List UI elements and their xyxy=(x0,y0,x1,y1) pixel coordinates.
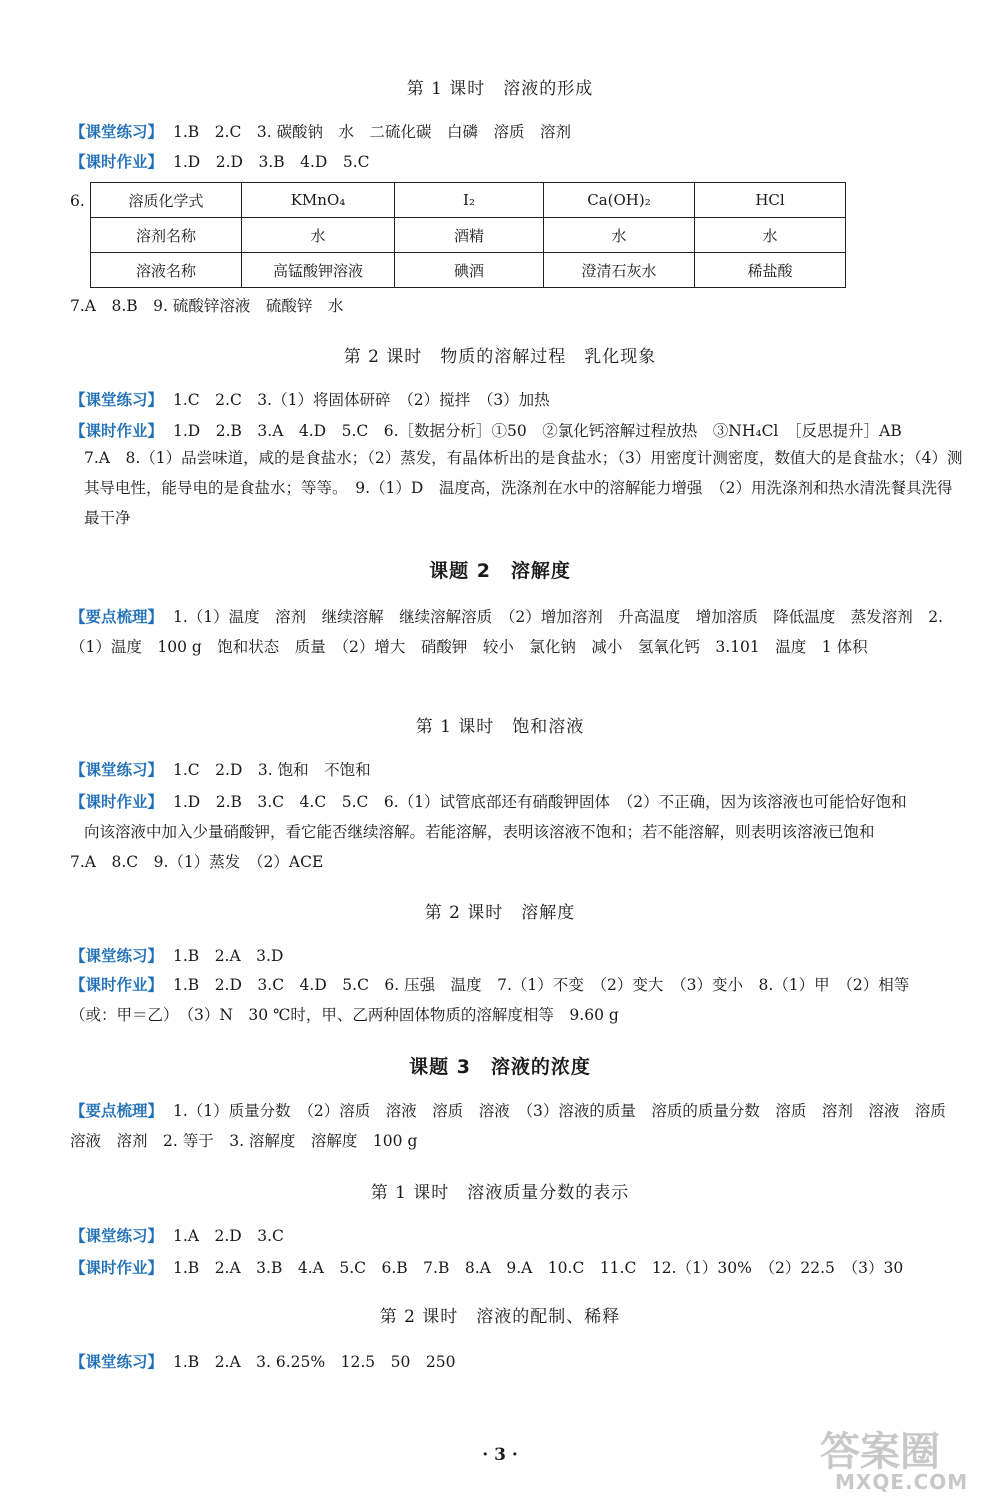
answer-text: 1.D 2.B 3.C 4.C 5.C 6.（1）试管底部还有硝酸钾固体 （2）不正确，因为该溶液也可能恰好饱和 xyxy=(173,793,907,811)
answer-text: 1.B 2.D 3.C 4.D 5.C 6. 压强 温度 7.（1）不变 （2）变大 （3）变小 8.（1）甲 （2）相等（或：甲＝乙） （3）N 30 ℃时，甲、乙两种固体物质的溶解度相等 9.60 g xyxy=(70,976,910,1024)
answer-line xyxy=(70,1350,455,1372)
table-row xyxy=(91,253,846,288)
section-tag: 【课时作业】 xyxy=(70,153,164,171)
question-number: 6. xyxy=(70,192,85,210)
table-cell: 水 xyxy=(695,218,846,253)
lesson-title: 第 1 课时 饱和溶液 xyxy=(415,717,585,737)
table-cell: 稀盐酸 xyxy=(695,253,846,288)
answer-text: 1.B 2.A 3.B 4.A 5.C 6.B 7.B 8.A 9.A 10.C 11.C 12.（1）30% （2）22.5 （3）30 xyxy=(173,1259,904,1277)
table-cell: I₂ xyxy=(395,183,544,218)
table-cell: 碘酒 xyxy=(395,253,544,288)
answer-line xyxy=(70,944,283,966)
answer-line: 向该溶液中加入少量硝酸钾，看它能否继续溶解。若能溶解，表明该溶液不饱和；若不能溶解，则表明该溶液已饱和 xyxy=(84,823,875,841)
watermark-logo: 答案圈 xyxy=(820,1429,940,1475)
answer-line xyxy=(70,150,370,172)
table-cell: 水 xyxy=(242,218,395,253)
section-tag: 【课时作业】 xyxy=(70,1259,164,1277)
section-tag: 【课堂练习】 xyxy=(70,391,164,409)
answer-text: 1.C 2.D 3. 饱和 不饱和 xyxy=(173,761,371,779)
answer-line xyxy=(70,1224,284,1246)
answer-line: 7.A 8.B 9. 硫酸锌溶液 硫酸锌 水 xyxy=(70,297,344,315)
section-tag: 【课时作业】 xyxy=(70,976,164,994)
table-cell: 水 xyxy=(544,218,695,253)
lesson-title: 第 1 课时 溶液质量分数的表示 xyxy=(370,1183,630,1203)
answer-paragraph xyxy=(70,970,950,1030)
lesson-title: 第 2 课时 溶解度 xyxy=(424,903,576,923)
section-tag: 【要点梳理】 xyxy=(70,608,164,626)
topic-title: 课题 2 溶解度 xyxy=(429,560,571,582)
section-tag: 【课堂练习】 xyxy=(70,761,164,779)
table-cell: 酒精 xyxy=(395,218,544,253)
table-row xyxy=(91,183,846,218)
table-cell: 溶质化学式 xyxy=(91,183,242,218)
table-cell: 澄清石灰水 xyxy=(544,253,695,288)
answer-line xyxy=(70,1256,903,1278)
table-row xyxy=(91,218,846,253)
page-number: · 3 · xyxy=(482,1445,518,1465)
answer-text: 1.D 2.B 3.A 4.D 5.C 6.［数据分析］①50 ②氯化钙溶解过程放热 ③NH₄Cl ［反思提升］AB xyxy=(173,422,902,440)
section-tag: 【课时作业】 xyxy=(70,793,164,811)
answer-text: 1.B 2.A 3.D xyxy=(173,947,284,965)
answer-text: 1.B 2.C 3. 碳酸钠 水 二硫化碳 白磷 溶质 溶剂 xyxy=(173,123,572,141)
table-cell: 溶液名称 xyxy=(91,253,242,288)
answer-text: 1.（1）温度 溶剂 继续溶解 继续溶解溶质 （2）增加溶剂 升高温度 增加溶质 降低温度 蒸发溶剂 2.（1）温度 100 g 饱和状态 质量 （2）增大 硝酸钾 较小 氯化钠 减小 氢氧化钙 3.101 温度 1 体积 xyxy=(70,608,944,656)
lesson-title: 第 2 课时 物质的溶解过程 乳化现象 xyxy=(343,347,657,367)
answer-line xyxy=(70,419,902,441)
section-tag: 【课堂练习】 xyxy=(70,1227,164,1245)
answer-line xyxy=(70,388,550,410)
key-points xyxy=(70,602,950,662)
answer-line xyxy=(70,758,371,780)
answer-paragraph: 7.A 8.（1）品尝味道，咸的是食盐水；（2）蒸发，有晶体析出的是食盐水；（3）用密度计测密度，数值大的是食盐水；（4）测其导电性，能导电的是食盐水；等等。 9.（1）D 温度高，洗涤剂在水中的溶解能力增强 （2）用洗涤剂和热水清洗餐具洗得最干净 xyxy=(84,449,963,527)
key-points xyxy=(70,1096,962,1156)
answer-text: 1.B 2.A 3. 6.25% 12.5 50 250 xyxy=(173,1353,456,1371)
answer-line: 7.A 8.C 9.（1）蒸发 （2）ACE xyxy=(70,853,324,871)
answer-line xyxy=(70,790,907,812)
answer-text: 1.D 2.D 3.B 4.D 5.C xyxy=(173,153,370,171)
table-cell: 溶剂名称 xyxy=(91,218,242,253)
section-tag: 【要点梳理】 xyxy=(70,1102,164,1120)
lesson-title: 第 1 课时 溶液的形成 xyxy=(406,79,594,99)
solution-table xyxy=(90,182,846,288)
watermark-site: MXQE.COM xyxy=(835,1470,969,1494)
table-cell: HCl xyxy=(695,183,846,218)
answer-text: 1.C 2.C 3.（1）将固体研碎 （2）搅拌 （3）加热 xyxy=(173,391,550,409)
table-cell: Ca(OH)₂ xyxy=(544,183,695,218)
section-tag: 【课堂练习】 xyxy=(70,123,164,141)
section-tag: 【课时作业】 xyxy=(70,422,164,440)
answer-text: 1.A 2.D 3.C xyxy=(173,1227,284,1245)
lesson-title: 第 2 课时 溶液的配制、稀释 xyxy=(379,1307,621,1327)
section-tag: 【课堂练习】 xyxy=(70,1353,164,1371)
section-tag: 【课堂练习】 xyxy=(70,947,164,965)
answer-text: 1.（1）质量分数 （2）溶质 溶液 溶质 溶液 （3）溶液的质量 溶质的质量分数 溶质 溶剂 溶液 溶质 溶液 溶剂 2. 等于 3. 溶解度 溶解度 100 g xyxy=(70,1102,962,1150)
topic-title: 课题 3 溶液的浓度 xyxy=(409,1056,591,1078)
table-cell: 高锰酸钾溶液 xyxy=(242,253,395,288)
answer-line xyxy=(70,120,571,142)
table-cell: KMnO₄ xyxy=(242,183,395,218)
